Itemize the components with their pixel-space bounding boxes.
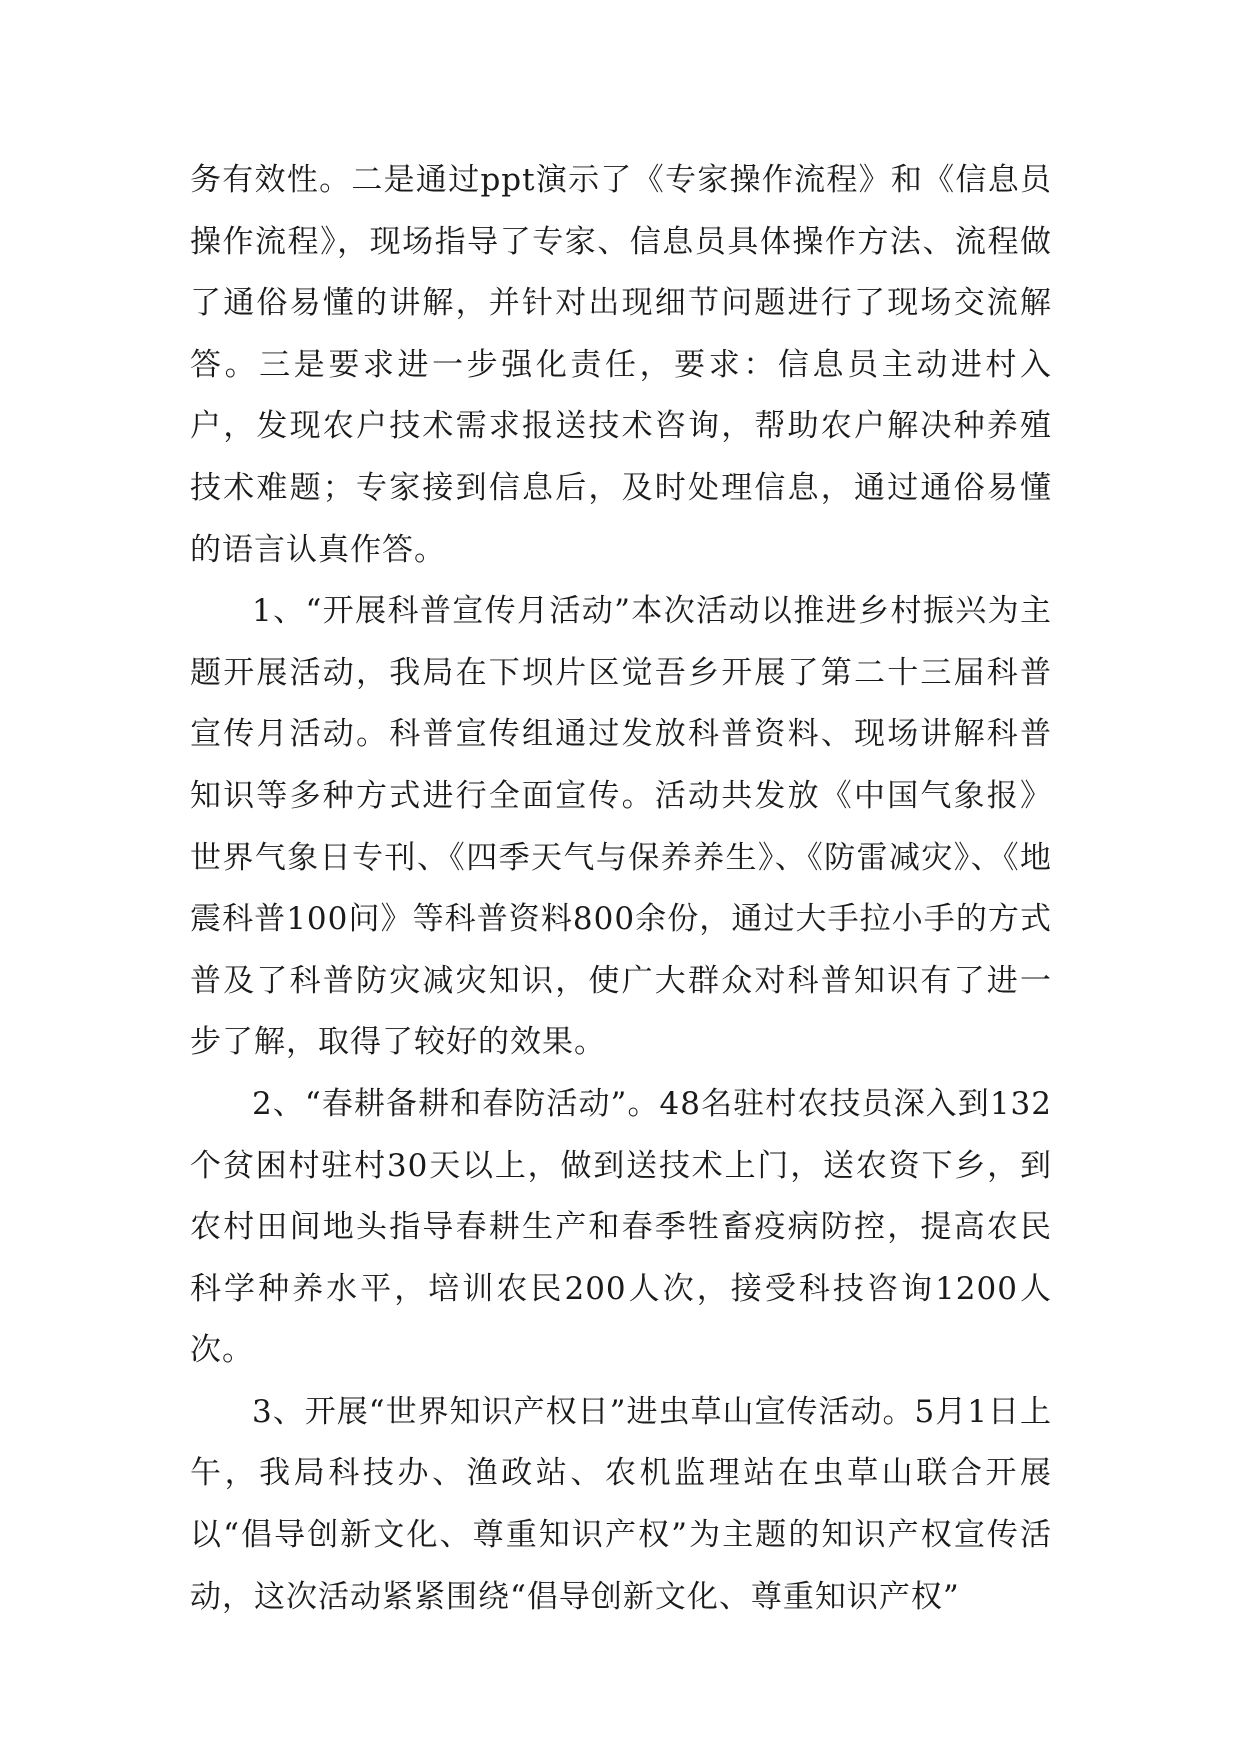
paragraph-spring-farming: 2、“春耕备耕和春防活动”。48名驻村农技员深入到132个贫困村驻村30天以上，做到送技术上门，送农资下乡，到农村田间地头指导春耕生产和春季牲畜疫病防控，提高农民科学种养水平，培训农民200人次，接受科技咨询1200人次。 xyxy=(190,1085,1052,1369)
paragraph-science-month: 1、“开展科普宣传月活动”本次活动以推进乡村振兴为主题开展活动，我局在下坝片区觉吾乡开展了第二十三届科普宣传月活动。科普宣传组通过发放科普资料、现场讲解科普知识等多种方式进行全面宣传。活动共发放《中国气象报》世界气象日专刊、《四季天气与保养养生》、《防雷减灾》、《地震科普100问》等科普资料800余份，通过大手拉小手的方式普及了科普防灾减灾知识，使广大群众对科普知识有了进一步了解，取得了较好的效果。 xyxy=(190,593,1052,1061)
document-body xyxy=(190,150,1052,1628)
paragraph-ip-day: 3、开展“世界知识产权日”进虫草山宣传活动。5月1日上午，我局科技办、渔政站、农机监理站在虫草山联合开展以“倡导创新文化、尊重知识产权”为主题的知识产权宣传活动，这次活动紧紧围绕“倡导创新文化、尊重知识产权” xyxy=(190,1393,1052,1615)
paragraph-continuation: 务有效性。二是通过ppt演示了《专家操作流程》和《信息员操作流程》，现场指导了专家、信息员具体操作方法、流程做了通俗易懂的讲解，并针对出现细节问题进行了现场交流解答。三是要求进一步强化责任，要求：信息员主动进村入户，发现农户技术需求报送技术咨询，帮助农户解决种养殖技术难题；专家接到信息后，及时处理信息，通过通俗易懂的语言认真作答。 xyxy=(190,162,1052,568)
